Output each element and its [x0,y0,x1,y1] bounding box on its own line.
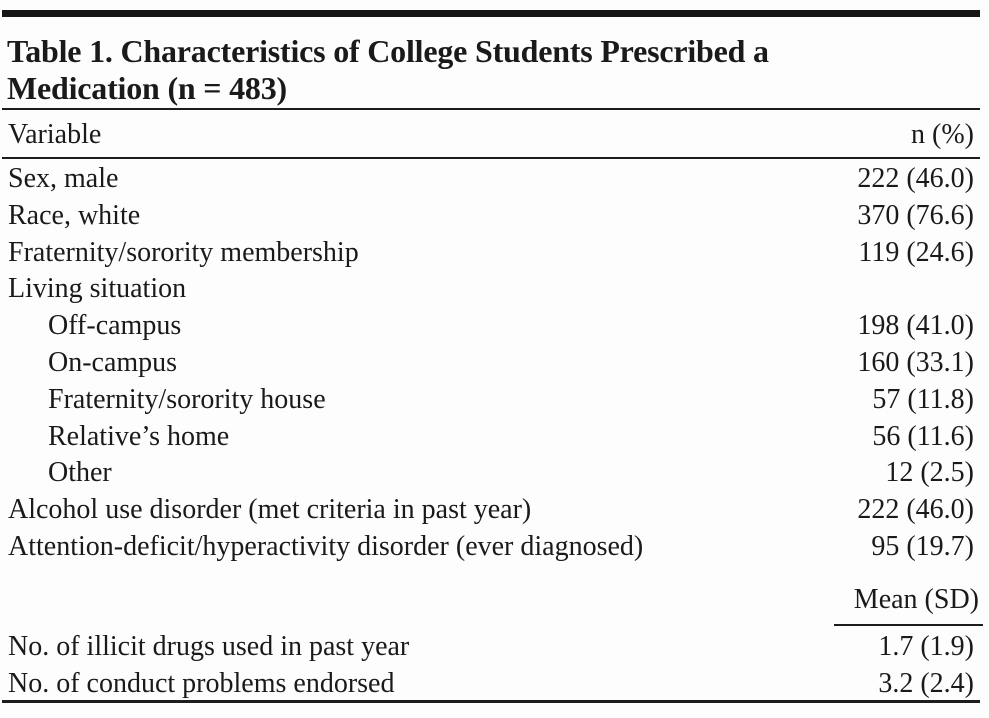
table-row [8,161,974,198]
row-value: 57 (11.8) [872,383,974,415]
row-label: No. of conduct problems endorsed [8,667,395,699]
row-label: Fraternity/sorority membership [8,236,359,268]
mean-sd-body [8,629,974,702]
row-label: Race, white [8,199,141,231]
row-label: Attention-deficit/hyperactivity disorder (ever diagnosed) [8,530,644,562]
table-row [8,345,974,382]
row-label: Other [48,457,112,489]
row-label: Relative’s home [48,420,230,452]
column-header-variable: Variable [8,119,102,150]
mean-sd-header: Mean (SD) [834,584,983,626]
row-value: 119 (24.6) [858,236,974,268]
table-row [8,308,974,345]
table-bottom-rule [2,700,980,703]
row-value: 1.7 (1.9) [878,631,974,662]
table-row [8,455,974,492]
row-value: 160 (33.1) [857,346,974,378]
row-label: Off-campus [48,310,182,342]
row-value: 3.2 (2.4) [878,667,974,699]
table-row [8,419,974,456]
row-value: 56 (11.6) [872,420,974,452]
row-value: 222 (46.0) [857,494,974,526]
table-row [8,529,974,566]
row-label: Living situation [8,273,187,305]
table-row [8,235,974,272]
table-title-line2: Medication (n = 483) [7,70,287,106]
table-row [8,382,974,419]
header-divider-rule [2,157,980,159]
row-value: 370 (76.6) [857,199,974,231]
column-header-n-pct: n (%) [911,119,974,150]
row-label: Alcohol use disorder (met criteria in past year) [8,494,532,526]
table-row [8,198,974,235]
table-body [8,161,974,566]
title-divider-rule [2,108,980,110]
row-label: Fraternity/sorority house [48,383,326,415]
row-value: 222 (46.0) [857,163,974,194]
table-row [8,666,974,703]
row-value: 198 (41.0) [857,310,974,342]
row-label: On-campus [48,346,178,378]
table-top-bar [2,10,980,17]
row-label: No. of illicit drugs used in past year [8,631,410,662]
row-label: Sex, male [8,163,119,194]
row-value: 12 (2.5) [885,457,974,489]
table-title [7,33,982,107]
table-title-line1: Table 1. Characteristics of College Students Prescribed a [7,33,769,69]
column-header-row [8,114,974,156]
table-row [8,271,974,308]
table-row [8,492,974,529]
row-value: 95 (19.7) [871,530,974,562]
table-row [8,629,974,666]
mean-sd-header-wrap [834,584,983,626]
